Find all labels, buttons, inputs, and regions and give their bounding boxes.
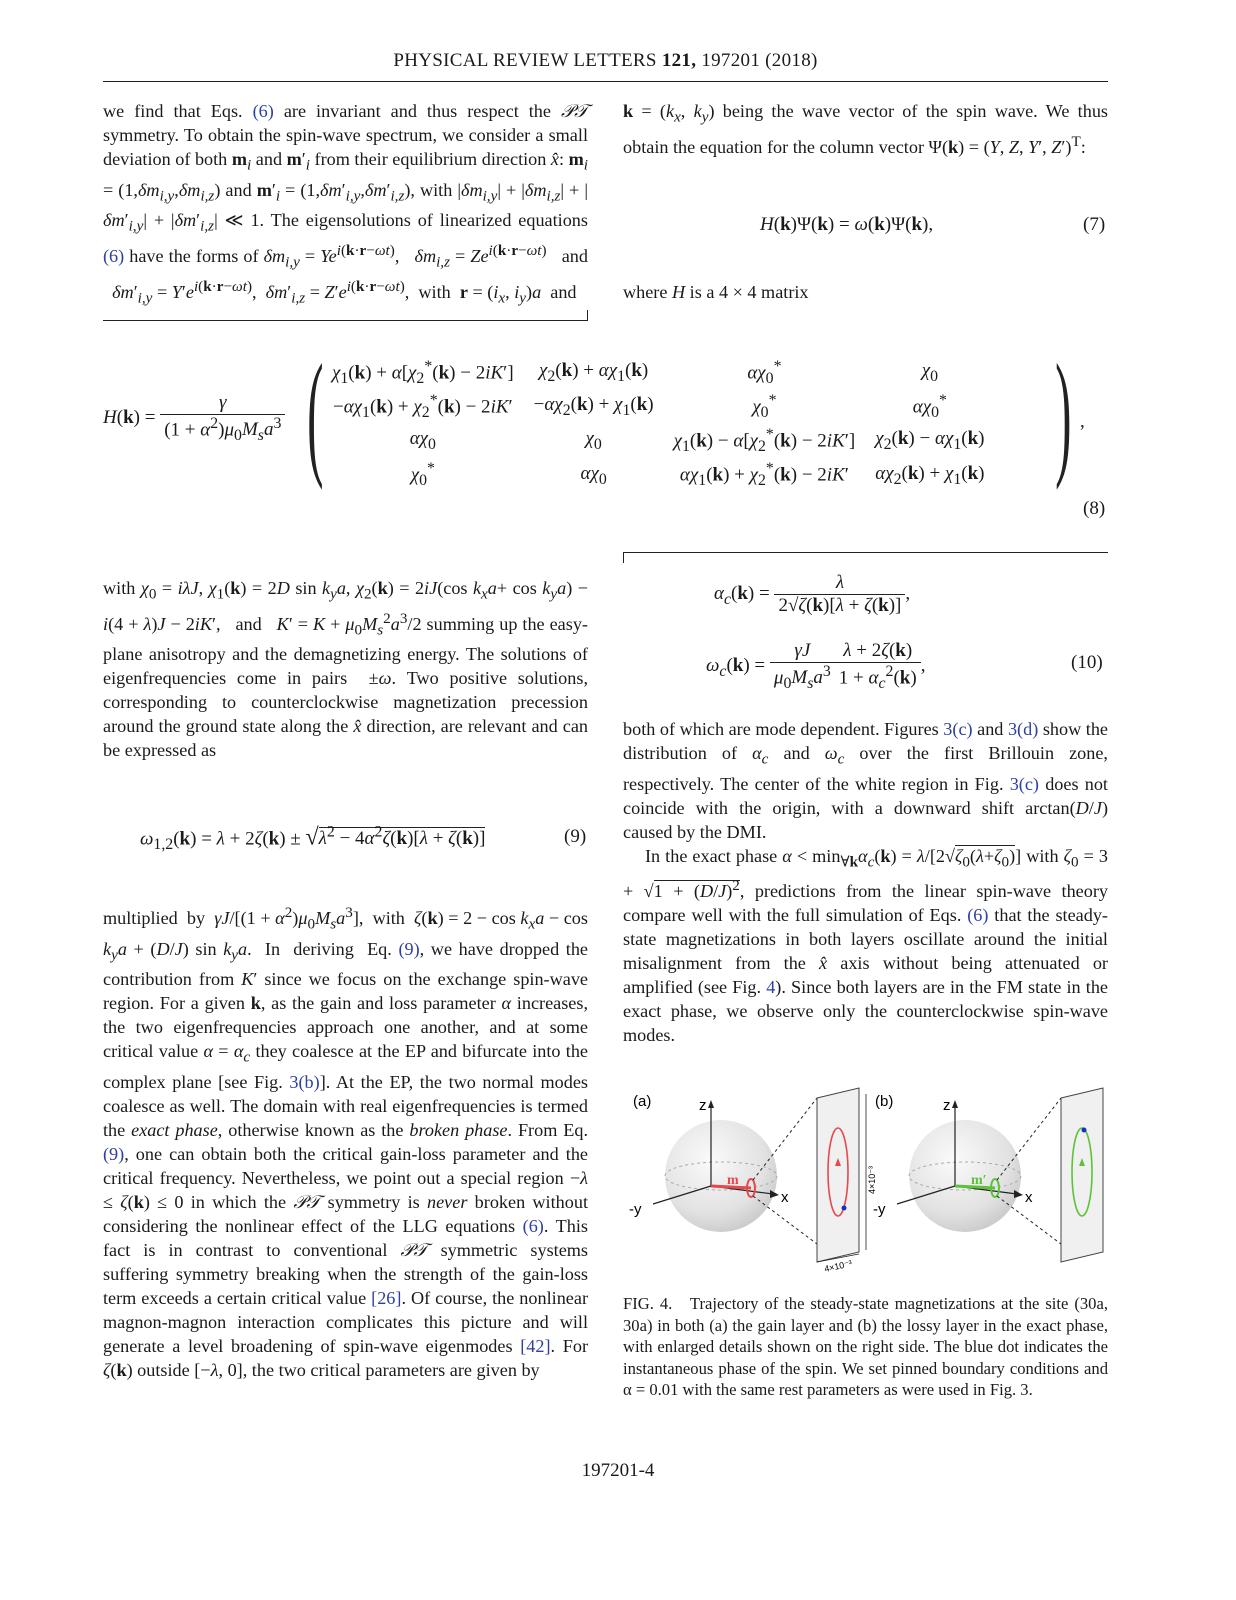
sphere-b xyxy=(909,1120,1021,1232)
equation-10b: $\omega_c(k)$ = $\frac{\gamma J}{\mu_0M_sa^3}$ $\frac{\lambda + 2\zeta(k)}{1 + \alpha_c^2(k)}$ , xyxy=(706,640,926,693)
panel-a-label: (a) xyxy=(633,1093,652,1110)
figure-4-caption: FIG. 4. Trajectory of the steady-state magnetizations at the site (30a, 30a) in both (a) the gain layer and (b) the lossy layer in the exact phase, with enlarged details shown on the right side. The blue dot indicates the instantaneous phase of the spin. We set pinned boundary conditions and α = 0.01 with the same rest parameters as were used in Fig. 3. xyxy=(623,1294,1108,1399)
sphere-a xyxy=(665,1120,777,1232)
svg-text:z: z xyxy=(699,1097,707,1114)
equation-10a: $\alpha_c(k)$ = $\frac{\lambda}{2√\zeta(k)[\lambda + \zeta(k)]}$ , xyxy=(714,572,911,616)
svg-text:4×10⁻³: 4×10⁻³ xyxy=(867,1165,877,1194)
eq-number-10: (10) xyxy=(1071,652,1103,673)
eq-number-7: (7) xyxy=(1083,214,1106,235)
left-col-top: we find that Eqs. (6) are invariant and thus respect the 𝒫𝒯 symmetry. To obtain the spin-wave spectrum, we consider a small deviation of both $m_i$ and $m'_i$ from their equilibrium direction x̂: $m_i = (1,\delta m_{i,y},\delta m_{i,z})$ and $m'_i = (1,\delta m'_{i,y},\delta m'_{i,z})$, with $|\delta m_{i,y}| + |\delta m_{i,z}| + |\delta m'_{i,y}| + |\delta m'_{i,z}|$ ≪ 1. The eigensolutions of linearized equations (6) have the forms of $\delta m_{i,y} = Ye^{i(k\cdot r-\omega t)}$, $\delta m_{i,z} = Ze^{i(k\cdot r-\omega t)}$ and $\delta m'_{i,y} = Y'e^{i(k\cdot r-\omega t)}$, $\delta m'_{i,z} = Z'e^{i(k\cdot r-\omega t)}$, with $r = (i_x$, $i_y)a$ and xyxy=(103,101,589,307)
svg-text:m′: m′ xyxy=(971,1173,987,1188)
phase-dot-b xyxy=(1082,1128,1087,1133)
phase-dot-a xyxy=(842,1206,847,1211)
running-header: PHYSICAL REVIEW LETTERS 121, 197201 (2018) xyxy=(393,50,818,71)
eq-number-8: (8) xyxy=(1083,498,1106,519)
column-separator xyxy=(103,320,588,321)
page-number: 197201-4 xyxy=(581,1460,655,1481)
svg-text:m: m xyxy=(727,1173,739,1188)
svg-text:x: x xyxy=(1025,1189,1033,1206)
equation-7: H(k)Ψ(k) = ω(k)Ψ(k), xyxy=(760,214,934,235)
matrix-H: $\chi_1(k) + \alpha[\chi_2^*(k) - 2iK']$ $\chi_2(k) + \alpha\chi_1(k)$ $\alpha\chi_0^*$ $\chi_0$ $-\alpha\chi_1(k) + \chi_2^*(k) - 2iK'$ $-\alpha\chi_2(k) + \chi_1(k)$ $\chi_0^*$ $\alpha\chi_0^*$ $\alpha\chi_0$ $\chi_0$ $\chi_1(k) - \alpha[\chi_2^*(k) - 2iK']$ $\chi_2(k) - \alpha\chi_1(k)$ $\chi_0^*$ $\alpha\chi_0$ $\alpha\chi_1(k) + \chi_2^*(k) - 2iK'$ $\alpha\chi_2(k) + \chi_1(k)$ xyxy=(332,358,985,490)
svg-text:-y: -y xyxy=(873,1201,886,1218)
figure-4 xyxy=(623,1086,1113,1276)
equation-8-lhs: H(k) = $\frac{\gamma}{(1 + \alpha^2)\mu_0M_sa^3}$ xyxy=(103,392,285,445)
svg-text:x: x xyxy=(781,1189,789,1206)
left-col-mid: with $\chi_0 = i\lambda J$, $\chi_1(k) = 2D$ $\sin k_ya$, $\chi_2(k) = 2iJ(\cos$ $k_xa+ \cos k_ya) - i(4 + \lambda)J - 2iK'$, and $K' = K + \mu_0M_s^2a^3/2$ summing up the easy-plane anisotropy and the demagnetizing energy. The solutions of eigenfrequencies come in pairs ±ω. Two positive solutions, corresponding to counterclockwise magnetization precession around the ground state along the x̂ direction, are relevant and can be expressed as xyxy=(103,578,588,761)
right-col-bottom: both of which are mode dependent. Figures 3(c) and 3(d) show the distribution of $\alpha_c$ and $\omega_c$ over the first Brillouin zone, respectively. The center of the white region in Fig. 3(c) does not coincide with the origin, with a downward shift arctan(D/J) caused by the DMI. In the exact phase $\alpha < \min_{\forall k}\alpha_c(k) = \lambda/[2√\zeta_0(\lambda+\zeta_0)]$ with $\zeta_0 = 3 + √1 + (D/J)^2$, predictions from the linear spin-wave theory compare well with the full simulation of Eqs. (6) that the steady-state magnetizations in both layers oscillate around the initial misalignment from the x̂ axis without being attenuated or amplified (see Fig. 4). Since both layers are in the FM state in the exact phase, we observe only the counterclockwise spin-wave modes. xyxy=(623,719,1108,1046)
panel-b-label: (b) xyxy=(875,1093,894,1110)
svg-text:4×10⁻³: 4×10⁻³ xyxy=(823,1258,853,1274)
equation-9: $\omega_{1,2}(k) = \lambda + 2\zeta(k) \pm √\lambda^2 - 4\alpha^2\zeta(k)[\lambda + \zeta(k)]$ xyxy=(140,824,486,854)
header-rule xyxy=(103,81,1108,82)
eq-number-9: (9) xyxy=(564,826,587,847)
svg-text:-y: -y xyxy=(629,1201,642,1218)
left-col-bottom: multiplied by $\gamma J/[(1 + \alpha^2)\mu_0M_sa^3]$, with $\zeta(k) = 2 - \cos k_xa - \cos k_ya + (D/J)$ $\sin k_ya$. In deriving Eq. (9), we have dropped the contribution from K′ since we focus on the exchange spin-wave region. For a given k, as the gain and loss parameter α increases, the two eigenfrequencies approach one another, and at some critical value $\alpha = \alpha_c$ they coalesce at the EP and bifurcate into the complex plane [see Fig. 3(b)]. At the EP, the two normal modes coalesce as well. The domain with real eigenfrequencies is termed the exact phase, otherwise known as the broken phase. From Eq. (9), one can obtain both the critical gain-loss parameter and the critical frequency. Nevertheless, we point out a special region −λ ≤ ζ(k) ≤ 0 in which the 𝒫𝒯 symmetry is never broken without considering the nonlinear effect of the LLG equations (6). This fact is in contrast to conventional 𝒫𝒯 symmetric systems suffering symmetry breaking when the strength of the gain-loss term exceeds a certain critical value [26]. Of course, the nonlinear magnon-magnon interaction complicates this picture and will generate a level broadening of spin-wave eigenmodes [42]. For ζ(k) outside [−λ, 0], the two critical parameters are given by xyxy=(103,904,589,1380)
right-col-top: $k = (k_x$, $k_y$) being the wave vector of the spin wave. We thus obtain the equation for the column vector Ψ(k) = (Y, Z, Y′, Z′)$^T$: xyxy=(623,101,1108,157)
svg-text:z: z xyxy=(943,1097,951,1114)
